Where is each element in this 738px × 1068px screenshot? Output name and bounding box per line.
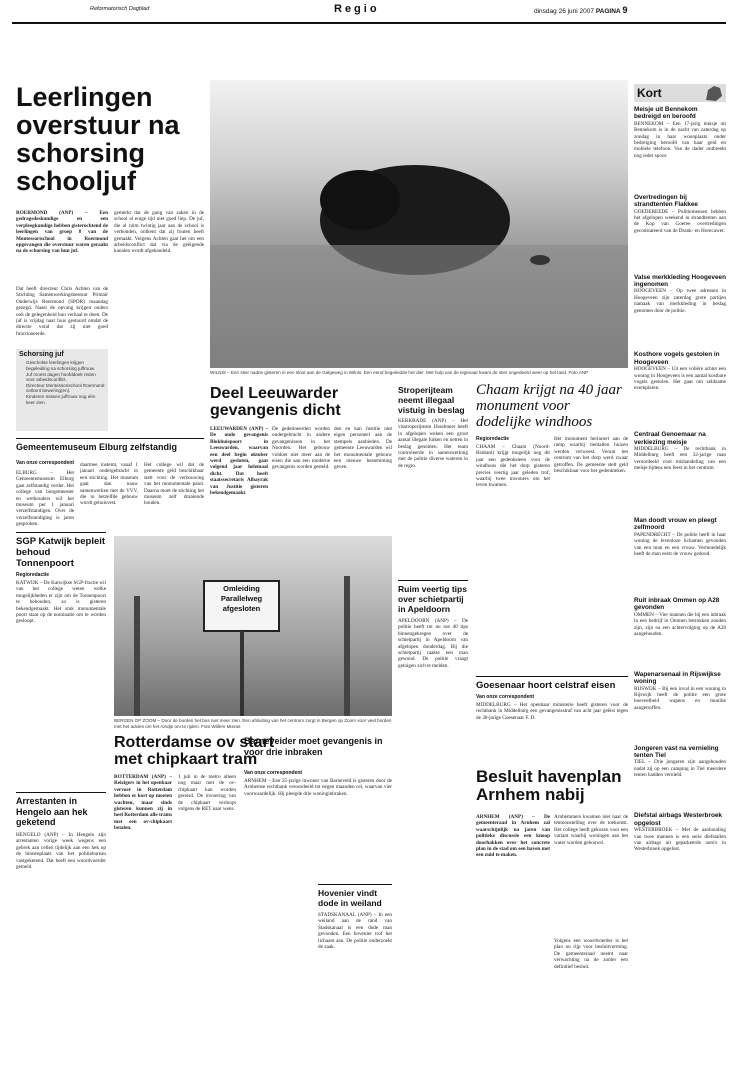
sign-line: Parallelweg: [220, 594, 263, 603]
barneveld-byline: Van onze correspondent: [244, 770, 303, 776]
factbox-item: • Kinderen missen juffrouw nog één keer zien.: [26, 394, 105, 405]
kort-item-text: OMMEN – Vier mannen die bij een inbraak in een bedrijf in Ommen betrokken zouden zijn, zijn na een achtervolging op de A28 aangehouden.: [634, 611, 726, 637]
barneveld-headline: Barneveider moet gevangenis in voor drie inbraken: [244, 736, 383, 757]
divider: [398, 580, 468, 581]
kort-item-text: RIJSWIJK – Bij een inval in een woning in Rijswijk heeft de politie een grote hoeveelheid wapens en munitie aangetroffen.: [634, 685, 726, 711]
cow-in-water-illustration: [210, 80, 628, 368]
kort-title: Kort: [637, 86, 662, 100]
kort-item: [634, 274, 726, 349]
kort-item-text: BENNEKOM – Een 17-jarig meisje uit Bennekom is in de nacht van zaterdag op zondag in haar woonplaats onder bedreiging beroofd van haar geld en mobiele telefoon. Van de dader ontbreekt nog ieder spoor.: [634, 120, 726, 159]
kort-item: [634, 194, 726, 271]
goesenaar-byline: Van onze correspondent: [476, 694, 535, 700]
kort-item-text: MIDDELBURG – De rechtbank in Middelburg heeft een 32-jarige man veroordeeld voor mishandeling van een meisje tijdens een feest in het centrum.: [634, 446, 726, 472]
elburg-headline: Gemeentemuseum Elburg zelfstandig: [16, 442, 178, 452]
elburg-body-2: daarmee instemt, vanaf 1 januari ondergebracht in een stichting. Het museum gaat dan nauw samenwerken met de VVV, die in hetzelfde gebouw wordt gehuisvest.: [80, 462, 138, 507]
divider: [16, 792, 106, 793]
kort-item: [634, 812, 726, 887]
katwijk-body: KATWIJK – De Katwijkse SGP-fractie wil van het college weten welke mogelijkheden er zijn om de Tonnenpoort te behouden, zo is gisteren bekendgemaakt. Het stuk monumentale poort staat op de nominatie om te worden gesloopt.: [16, 580, 106, 625]
kort-item-headline: Jongeren vast na vernieling tenten Tiel: [634, 744, 719, 759]
page-word: PAGINA: [595, 8, 621, 15]
kort-item: [634, 431, 726, 514]
kort-item-text: TIEL – Drie jongeren zijn aangehouden nadat zij op een camping in Tiel meerdere tenten hadden vernield.: [634, 759, 726, 779]
chaam-byline: Regioredactie: [476, 436, 510, 442]
leeuwarden-headline: Deel Leeuwarder gevangenis dicht: [210, 385, 341, 419]
kort-item-headline: Man doodt vrouw en pleegt zelfmoord: [634, 517, 717, 532]
barneveld-body: ARNHEM – Een 25-jarige inwoner van Barneveld is gisteren door de Arnhemse rechtbank veroordeeld tot negen maanden cel, waarvan vier voorwaardelijk. Hij pleegde drie woninginbraken.: [244, 778, 392, 797]
road-sign-text: [206, 584, 277, 614]
kort-item-headline: Overtredingen bij strandtenten Flakkee: [634, 193, 698, 209]
hengelo-body: HENGELO (ANP) – In Hengelo zijn arrestanten vorige week wegens een gebrek aan cellen tijdelijk aan een hek op de binnenplaats van het politiebureau vastgeketend. Dat heeft een woordvoerder gemeld.: [16, 832, 106, 871]
goesenaar-headline: Goesenaar hoort celstraf eisen: [476, 680, 616, 691]
rotterdam-body-1: ROTTERDAM (ANP) – Reizigers in het openbaar vervoer in Rotterdam hebben er kort op moeten wachten, maar sinds gisteren kunnen zij in heel Rotterdam alle trams met een ov-chipkaart betalen.: [114, 774, 172, 832]
factbox-item: • Directeur Montessorischool Roermond ontkent bewering(en).: [26, 383, 105, 394]
masthead: [12, 0, 726, 24]
stroperij-headline: Stroperijteam neemt illegaal vistuig in beslag: [398, 385, 465, 415]
kort-item-headline: Kosthore vogels gestolen in Hoogeveen: [634, 351, 720, 366]
road-signs-caption: BERGEN OP ZOOM – Door de borden het bos niet meer zien. Een afsluiting van het centrum zorgt in Bergen op Zoom voor veel borden met het advies om het rondje om te rijden. Foto Willem Mieras: [114, 718, 392, 729]
lead-factbox: [16, 349, 108, 431]
kort-item-text: PAPENDRECHT – De politie heeft in haar woning de levenloze lichamen gevonden van een man en een vrouw. Vermoedelijk heeft de man eerst de vrouw gedood.: [634, 531, 726, 558]
kort-item-text: WESTERBROEK – Met de aanhouding van twee mannen is een serie diefstallen van airbags uit geparkeerde auto's in Westerbroek opgelost.: [634, 827, 726, 853]
newspaper-name: Reformatorisch Dagblad: [90, 6, 150, 12]
kort-item-headline: Diefstal airbags Westerbroek opgelost: [634, 812, 722, 827]
page-number: 9: [622, 5, 628, 15]
divider: [318, 884, 392, 885]
sign-line: afgesloten: [222, 604, 261, 613]
lead-headline: Leerlingen overstuur na schorsing schooljuf: [16, 82, 180, 196]
kort-item-text: HOOGEVEEN – Uit een volière achter een woning in Hoogeveen is een aantal kostbare vogels gestolen. Het gaat om zeldzame exemplaren.: [634, 366, 726, 392]
kort-item: [634, 745, 726, 810]
chaam-body-2: Het monument herinnert aan de ramp waarbij tientallen huizen werden verwoest. Vooral het centrum van het dorp werd zwaar getroffen. De gemeente stelt geld beschikbaar voor het gedenkteken.: [554, 436, 628, 475]
kort-item-headline: Wapenarsenaal in Rijswijkse woning: [634, 670, 721, 686]
road-sign-illustration: [114, 536, 392, 716]
masthead-date: [534, 5, 627, 15]
kort-item: [634, 106, 726, 191]
cow-photo: [210, 80, 628, 368]
kort-item-headline: Valse merkkleding Hoogeveen ingenomen: [634, 273, 726, 289]
leeuwarden-body-1: LEEUWARDEN (ANP) – De oude gevangenis Blokhuispoort in Leeuwarden, waarvan een deel begin oktober werd gesloten, gaat volgend jaar helemaal dicht. Dat heeft staatssecretaris Albayrak van Justitie gisteren bekendgemaakt.: [210, 426, 268, 497]
kort-item: [634, 597, 726, 668]
arnhem-body-1: ARNHEM (ANP) – De gemeenteraad in Arnhem zal waarschijnlijk na jaren van politieke discussie een knoop doorhakken over het concrete plan in de stad om een haven met een zuid te maken.: [476, 814, 550, 859]
factbox-item: • Juf moest dagen hoofddoek reden voor arbeidsconflict.: [26, 372, 105, 383]
chaam-headline: Chaam krijgt na 40 jaar monument voor dodelijke windhoos: [476, 382, 622, 430]
stroperij-body: KERKRADE (ANP) – Het visstroperijteam IJsselmeer heeft in afgelopen weken een groot aantal illegale fuiken en netten in beslag genomen. Het team controleerde in samenwerking met de politie diverse wateren in de regio.: [398, 418, 468, 469]
kort-item-text: HOOGEVEEN – Op twee adressen in Hoogeveen zijn zaterdag grote partijen namaak van merkkleding in beslag genomen door de politie.: [634, 288, 726, 314]
sign-line: Omleiding: [223, 584, 260, 593]
rotterdam-body-2: 1 juli in de metro alleen nog maar met de ov-chipkaart kan worden gereisd. De invoering van de chipkaart verloopt volgens de RET naar wens.: [178, 774, 236, 813]
katwijk-byline: Regioredactie: [16, 572, 50, 578]
factbox-item: • Geschokte leerlingen krijgen begeleiding na schorsing juffrouw.: [26, 360, 105, 371]
factbox-title: Schorsing juf: [19, 351, 64, 358]
leeuwarden-body-3: den en kan Justitie niet eigen personeel aan de stempels aanbieden. De gemeente Leeuwarden wil het monumentale gebouw een nieuwe bestemming geven.: [334, 426, 392, 471]
arnhem-body-3: Volgens een woordvoerder is het plan nu rijp voor besluitvorming. De gemeenteraad neemt naar verwachting na de zomer een definitief besluit.: [554, 938, 628, 970]
elburg-byline: Van onze correspondent: [16, 460, 75, 466]
goesenaar-body: MIDDELBURG – Het openbaar ministerie heeft gisteren voor de rechtbank in Middelburg een gevangenisstraf van acht jaar geëist tegen de 30-jarige Goesenaar F. D.: [476, 702, 628, 721]
divider: [476, 676, 628, 677]
arnhem-headline: Besluit havenplan Arnhem nabij: [476, 767, 622, 804]
rotterdam-headline: Rotterdamse ov start met chipkaart tram: [114, 734, 275, 768]
cow-photo-caption: WILNIS – Een stier nadrie gisteren in een sloot aan de Galgeweg in Wilnis. Een eend begeleidde het dier. Met hulp van de eigenaar kwam de stier ongedeerd weer op het land. Foto ANP: [210, 370, 589, 375]
kort-item: [634, 351, 726, 428]
section-title: Regio: [334, 3, 380, 15]
hovenier-headline: Hovenier vindt dode in weiland: [318, 888, 382, 908]
lead-intro: ROERMOND (ANP) – Een gedragsdeskundige en een verpleegkundige hebben gisterochtend de leerlingen van groep 8 van de Montessorischool in Roermond opgevangen die overstuur waren geraakt na de schorsing van hun juf.: [16, 210, 108, 255]
hovenier-body: STADSKANAAL (ANP) – In een weiland aan de rand van Stadskanaal is een dode man gevonden. Een hovenier trof het lichaam aan. De politie onderzoekt de zaak.: [318, 912, 392, 951]
elburg-body-3: Het college wil dat de gemeente geld beschikbaar stelt voor de verbouwing van het monumentale pand. Daarna moet de stichting het museum zelf draaiende houden.: [144, 462, 204, 507]
kort-item-headline: Centraal Genoemaar na verkiezing meisje: [634, 431, 706, 446]
kort-column: [634, 84, 726, 1064]
netherlands-map-icon: [702, 84, 724, 102]
lead-body-1: Dat heeft directeur Chris Achten van de Stichting Samenwerkingsbestuur Primair Onderwijs Roermond (SPOR) maandag gezegd. Naast de opvang krijgen ouders ook de gelegenheid hun verhaal te doen. De juf is vrijdag naar huis gestuurd omdat de directie vond dat zij niet goed functioneerde.: [16, 286, 108, 337]
factbox-list: [16, 360, 108, 405]
kort-item: [634, 671, 726, 742]
date-label: dinsdag 26 juni 2007: [534, 8, 594, 15]
katwijk-headline: SGP Katwijk bepleit behoud Tonnenpoort: [16, 536, 106, 569]
ruim-body: APELDOORN (ANP) – De politie heeft tot nu toe 40 tips binnengekregen over de schietpartij in Apeldoorn van afgelopen donderdag. Bij die schietpartij raakte een man gewond. De politie vraagt getuigen zich te melden.: [398, 618, 468, 669]
hengelo-headline: Arrestanten in Hengelo aan hek geketend: [16, 796, 88, 827]
divider: [16, 532, 106, 533]
divider: [16, 438, 204, 439]
kort-item-text: GOEDEREEDE – Politiemensen hebben het afgelopen weekend in strandtenten aan de Kop van Goeree overtredingen geconstateerd van de Drank- en Horecawet.: [634, 208, 726, 234]
elburg-body-1: ELBURG – Het Gemeentemuseum Elburg gaat zelfstandig verder. Het college van burgemeester en wethouders wil het museum per 1 januari verzelfstandigen. Over de verzelfstandiging is jaren gesproken.: [16, 470, 74, 528]
arnhem-body-2: Arnhemmers kwamen niet naar de tentoonstelling over de toekomst. Het college heeft gekozen voor een variant waarbij woningen aan het water worden gebouwd.: [554, 814, 628, 846]
road-signs-photo: [114, 536, 392, 716]
ruim-headline: Ruim veertig tips over schietpartij in Apeldoorn: [398, 584, 467, 614]
kort-item: [634, 517, 726, 594]
kort-header: [634, 84, 726, 102]
kort-item-headline: Meisje uit Bennekom bedreigd en beroofd: [634, 106, 698, 121]
lead-body-2: gemerkt dat de gang van zaken in de school al enige tijd niet goed liep. De juf, die al ruim twintig jaar aan de school is verbonden, ontkent dat zij fouten heeft gemaakt. Volgens Achten gaat het om een arbeidsconflict dat via de geëigende kanalen wordt afgehandeld.: [114, 210, 204, 255]
leeuwarden-body-2: De gedetineerden worden ondergebracht in andere gevangenissen in het Noorden. Het gebouw voldoet niet meer aan de eisen die aan een moderne gevangenis worden gesteld.: [272, 426, 330, 471]
chaam-body-1: CHAAM – Chaam (Noord-Brabant) krijgt mogelijk nog dit jaar een gedenksteen voor de windhoos die het dorp gisteren precies veertig jaar geleden trof, waarbij twee inwoners om het leven kwamen.: [476, 444, 550, 489]
kort-item-headline: Ruit inbraak Ommen op A28 gevonden: [634, 596, 720, 612]
